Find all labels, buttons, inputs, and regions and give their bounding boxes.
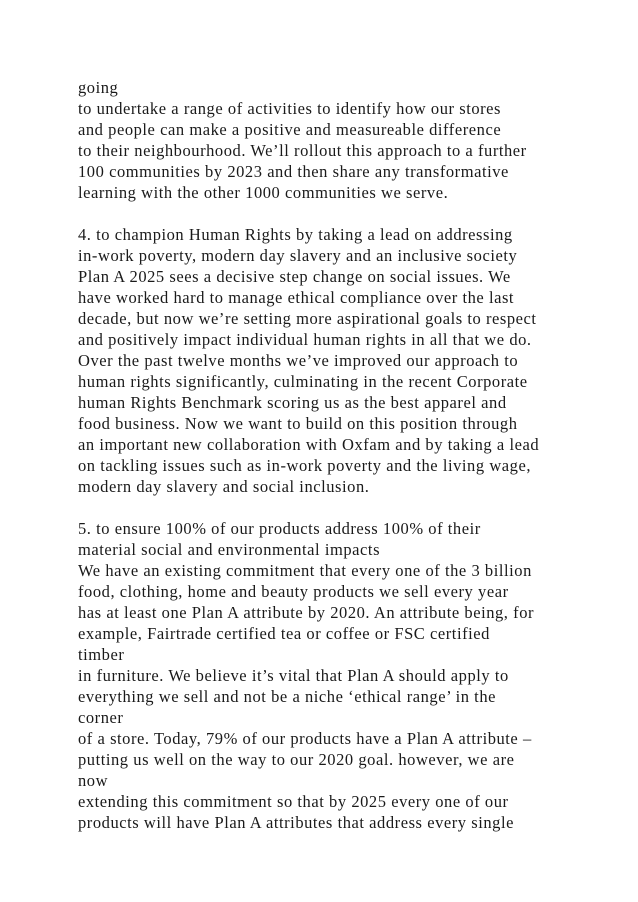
text-line: putting us well on the way to our 2020 goal. however, we are <box>78 750 515 769</box>
text-line: modern day slavery and social inclusion. <box>78 477 370 496</box>
text-line: extending this commitment so that by 2025 every one of our <box>78 792 509 811</box>
section-heading-4: 4. to champion Human Rights by taking a lead on addressing <box>78 225 513 244</box>
text-line: material social and environmental impacts <box>78 540 381 559</box>
text-line: human Rights Benchmark scoring us as the best apparel and <box>78 393 507 412</box>
text-line: food business. Now we want to build on this position through <box>78 414 518 433</box>
text-line: and people can make a positive and measureable difference <box>78 120 502 139</box>
text-line: We have an existing commitment that every one of the 3 billion <box>78 561 532 580</box>
text-line: in furniture. We believe it’s vital that Plan A should apply to <box>78 666 509 685</box>
text-line: products will have Plan A attributes that address every single <box>78 813 514 832</box>
text-line: in-work poverty, modern day slavery and an inclusive society <box>78 246 518 265</box>
text-line: example, Fairtrade certified tea or coffee or FSC certified <box>78 624 490 643</box>
text-line: has at least one Plan A attribute by 2020. An attribute being, for <box>78 603 535 622</box>
document-body <box>78 77 623 833</box>
text-line: Over the past twelve months we’ve improved our approach to <box>78 351 519 370</box>
text-line: corner <box>78 708 124 727</box>
text-line: learning with the other 1000 communities we serve. <box>78 183 449 202</box>
text-line: timber <box>78 645 125 664</box>
text-line: Plan A 2025 sees a decisive step change on social issues. We <box>78 267 511 286</box>
text-line: on tackling issues such as in-work poverty and the living wage, <box>78 456 532 475</box>
text-line: an important new collaboration with Oxfam and by taking a lead <box>78 435 540 454</box>
text-line: and positively impact individual human rights in all that we do. <box>78 330 532 349</box>
text-line: human rights significantly, culminating in the recent Corporate <box>78 372 528 391</box>
text-line: of a store. Today, 79% of our products have a Plan A attribute – <box>78 729 532 748</box>
paragraph-break <box>78 203 623 224</box>
text-line: going <box>78 78 119 97</box>
paragraph-break <box>78 497 623 518</box>
text-line: food, clothing, home and beauty products we sell every year <box>78 582 509 601</box>
text-line: now <box>78 771 109 790</box>
text-line: decade, but now we’re setting more aspirational goals to respect <box>78 309 537 328</box>
text-line: to undertake a range of activities to identify how our stores <box>78 99 502 118</box>
text-line: have worked hard to manage ethical compliance over the last <box>78 288 515 307</box>
section-heading-5: 5. to ensure 100% of our products address 100% of their <box>78 519 481 538</box>
text-line: 100 communities by 2023 and then share any transformative <box>78 162 509 181</box>
text-line: to their neighbourhood. We’ll rollout this approach to a further <box>78 141 527 160</box>
text-line: everything we sell and not be a niche ‘ethical range’ in the <box>78 687 496 706</box>
